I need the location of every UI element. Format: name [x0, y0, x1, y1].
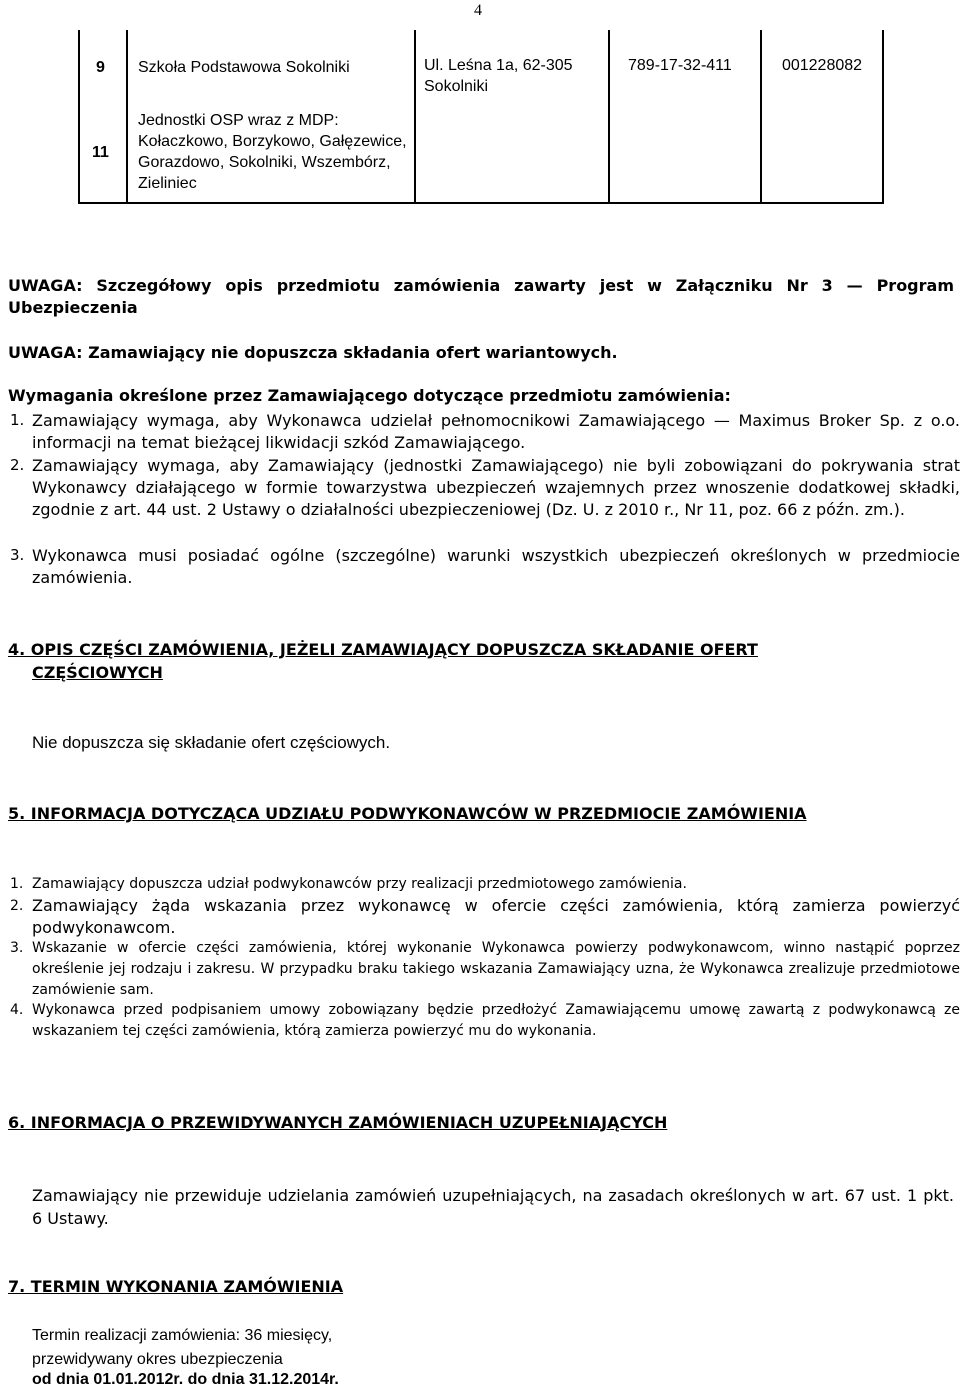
row-11-number: 11	[92, 144, 109, 161]
item-text: Zamawiający dopuszcza udział podwykonawców przy realizacji przedmiotowego zamówienia.	[32, 876, 687, 892]
row-9-number: 9	[96, 59, 105, 76]
item-text: Zamawiający żąda wskazania przez wykonawcę w ofercie części zamówienia, którą zamierza powierzyć podwykonawcom.	[32, 896, 960, 937]
item-number: 4.	[10, 1002, 24, 1018]
requirement-item-3	[10, 545, 960, 589]
row-9-address: Ul. Leśna 1a, 62-305 Sokolniki	[424, 57, 573, 95]
insured-units-table	[78, 30, 884, 204]
section-5-heading: 5. INFORMACJA DOTYCZĄCA UDZIAŁU PODWYKONAWCÓW W PRZEDMIOCIE ZAMÓWIENIA	[8, 804, 807, 823]
item-text: Zamawiający wymaga, aby Wykonawca udzielał pełnomocnikowi Zamawiającego — Maximus Broker Sp. z o.o. informacji na temat bieżącej likwidacji szkód Zamawiającego.	[32, 411, 960, 452]
item-number: 1.	[10, 411, 25, 429]
subcontractor-item-3	[10, 938, 960, 1004]
item-number: 3.	[10, 546, 25, 564]
row-9-name: Szkoła Podstawowa Sokolniki	[138, 59, 350, 76]
uwaga-program-note: UWAGA: Szczegółowy opis przedmiotu zamówienia zawarty jest w Załączniku Nr 3 — Program Ubezpieczenia	[8, 276, 954, 317]
item-number: 2.	[10, 456, 25, 474]
requirement-item-2	[10, 455, 960, 545]
item-number: 1.	[10, 876, 24, 892]
item-number: 3.	[10, 940, 24, 956]
term-line-2: przewidywany okres ubezpieczenia	[32, 1351, 283, 1368]
row-9-nip: 789-17-32-411	[628, 57, 732, 74]
subcontractor-item-2	[10, 895, 960, 939]
page-number: 4	[474, 2, 482, 19]
requirements-heading: Wymagania określone przez Zamawiającego dotyczące przedmiotu zamówienia:	[8, 386, 731, 405]
item-text: Zamawiający wymaga, aby Zamawiający (jednostki Zamawiającego) nie byli zobowiązani do pokrywania strat Wykonawcy działającego w formie towarzystwa ubezpieczeń wzajemnych przez wnoszenie dodatkowej składki, zgodnie z art. 44 ust. 2 Ustawy o działalności ubezpieczeniowej (Dz. U. z 2010 r., Nr 11, poz. 66 z późn. zm.).	[32, 456, 960, 519]
row-9-regon: 001228082	[781, 57, 863, 74]
section-6-text: Zamawiający nie przewiduje udzielania zamówień uzupełniających, na zasadach określonych w art. 67 ust. 1 pkt. 6 Ustawy.	[32, 1186, 954, 1228]
term-line-1: Termin realizacji zamówienia: 36 miesięcy,	[32, 1327, 333, 1344]
item-text: Wskazanie w ofercie części zamówienia, której wykonanie Wykonawca powierzy podwykonawcom, winno nastąpić poprzez określenie jej rodzaju i zakresu. W przypadku braku takiego wskazania Zamawiający uzna, że Wykonawca zrealizuje przedmiotowe zamówienie sam.	[32, 940, 960, 998]
uwaga-variant-note: UWAGA: Zamawiający nie dopuszcza składania ofert wariantowych.	[8, 343, 618, 362]
term-line-3: od dnia 01.01.2012r. do dnia 31.12.2014r.	[32, 1371, 339, 1388]
section-4-heading-line-1: 4. OPIS CZĘŚCI ZAMÓWIENIA, JEŻELI ZAMAWIAJĄCY DOPUSZCZA SKŁADANIE OFERT	[8, 640, 758, 659]
section-4-heading-line-2: CZĘŚCIOWYCH	[32, 663, 163, 682]
section-7-heading: 7. TERMIN WYKONANIA ZAMÓWIENIA	[8, 1277, 344, 1296]
section-6-heading: 6. INFORMACJA O PRZEWIDYWANYCH ZAMÓWIENIACH UZUPEŁNIAJĄCYCH	[8, 1113, 668, 1132]
requirement-item-1	[10, 410, 960, 454]
item-text: Wykonawca przed podpisaniem umowy zobowiązany będzie przedłożyć Zamawiającemu umowę zawartą z podwykonawcą ze wskazaniem tej części zamówienia, którą zamierza powierzyć mu do wykonania.	[32, 1002, 960, 1039]
subcontractor-item-1	[10, 874, 954, 896]
section-4-text: Nie dopuszcza się składanie ofert częściowych.	[32, 733, 391, 752]
item-text: Wykonawca musi posiadać ogólne (szczególne) warunki wszystkich ubezpieczeń określonych w przedmiocie zamówienia.	[32, 546, 960, 587]
row-11-name: Jednostki OSP wraz z MDP: Kołaczkowo, Borzykowo, Gałęzewice, Gorazdowo, Sokolniki, Wszembórz, Zieliniec	[138, 112, 407, 192]
item-number: 2.	[10, 898, 24, 914]
subcontractor-item-4	[10, 1000, 960, 1044]
